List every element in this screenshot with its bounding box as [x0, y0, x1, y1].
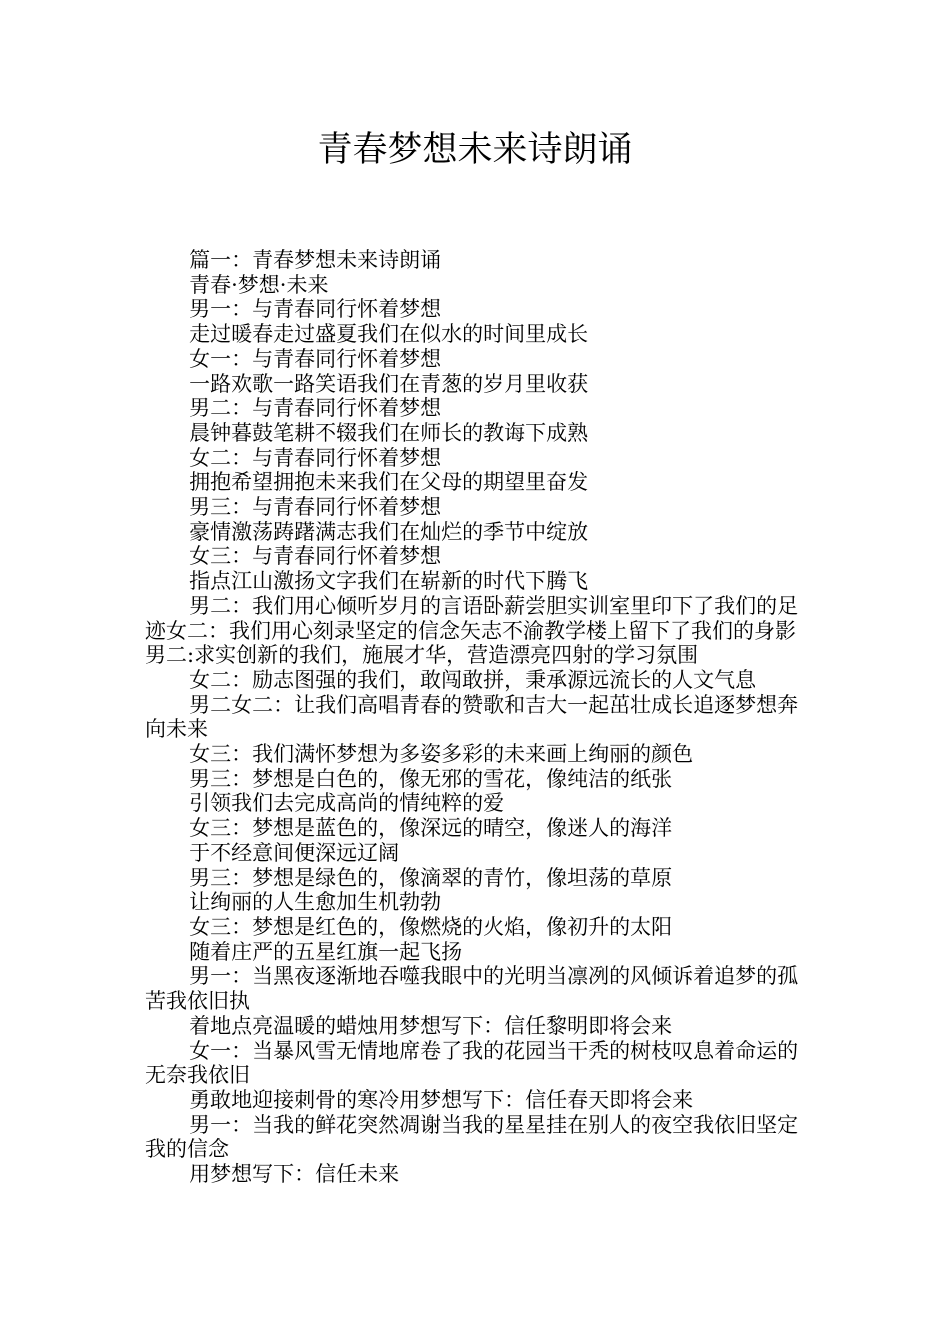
paragraph: 女三：与青春同行怀着梦想	[189, 544, 442, 569]
document-title: 青春梦想未来诗朗诵	[317, 130, 633, 170]
paragraph: 女三：我们满怀梦想为多姿多彩的未来画上绚丽的颜色	[189, 742, 694, 767]
paragraph: 用梦想写下：信任未来	[189, 1162, 400, 1187]
paragraph: 女二：励志图强的我们，敢闯敢拼，秉承源远流长的人文气息	[189, 667, 757, 692]
paragraph: 男一：与青春同行怀着梦想	[189, 297, 442, 322]
paragraph: 女一：当暴风雪无情地席卷了我的花园当干秃的树枝叹息着命运的无奈我依旧	[145, 1038, 799, 1088]
paragraph: 勇敢地迎接刺骨的寒冷用梦想写下：信任春天即将会来	[189, 1087, 694, 1112]
paragraph: 于不经意间便深远辽阔	[189, 840, 400, 865]
paragraph: 男三：梦想是白色的，像无邪的雪花，像纯洁的纸张	[189, 766, 673, 791]
paragraph: 男三：梦想是绿色的，像滴翠的青竹，像坦荡的草原	[189, 865, 673, 890]
document-body	[145, 248, 815, 1187]
paragraph: 男二女二：让我们高唱青春的赞歌和吉大一起茁壮成长追逐梦想奔向未来	[145, 692, 799, 742]
paragraph: 男一：当我的鲜花突然凋谢当我的星星挂在别人的夜空我依旧坚定我的信念	[145, 1112, 799, 1162]
paragraph: 男二：我们用心倾听岁月的言语卧薪尝胆实训室里印下了我们的足迹女二：我们用心刻录坚定的信念矢志不渝教学楼上留下了我们的身影男二:求实创新的我们，施展才华，营造漂亮四射的学习氛围	[145, 593, 799, 668]
paragraph: 指点江山激扬文字我们在崭新的时代下腾飞	[189, 569, 589, 594]
paragraph: 男一：当黑夜逐渐地吞噬我眼中的光明当凛冽的风倾诉着追梦的孤苦我依旧执	[145, 964, 799, 1014]
paragraph: 男三：与青春同行怀着梦想	[189, 495, 442, 520]
paragraph: 男二：与青春同行怀着梦想	[189, 396, 442, 421]
paragraph: 拥抱希望拥抱未来我们在父母的期望里奋发	[189, 470, 589, 495]
paragraph: 女一：与青春同行怀着梦想	[189, 346, 442, 371]
paragraph: 女三：梦想是蓝色的，像深远的晴空，像迷人的海洋	[189, 816, 673, 841]
paragraph: 引领我们去完成高尚的情纯粹的爱	[189, 791, 505, 816]
paragraph: 女三：梦想是红色的，像燃烧的火焰，像初升的太阳	[189, 914, 673, 939]
paragraph: 青春·梦想·未来	[189, 272, 329, 297]
paragraph: 篇一：青春梦想未来诗朗诵	[189, 248, 442, 272]
paragraph: 豪情激荡踌躇满志我们在灿烂的季节中绽放	[189, 519, 589, 544]
paragraph: 一路欢歌一路笑语我们在青葱的岁月里收获	[189, 371, 589, 396]
paragraph: 晨钟暮鼓笔耕不辍我们在师长的教诲下成熟	[189, 420, 589, 445]
paragraph: 随着庄严的五星红旗一起飞扬	[189, 939, 463, 964]
paragraph: 走过暖春走过盛夏我们在似水的时间里成长	[189, 322, 589, 347]
paragraph: 让绚丽的人生愈加生机勃勃	[189, 890, 442, 915]
paragraph: 女二：与青春同行怀着梦想	[189, 445, 442, 470]
paragraph: 着地点亮温暖的蜡烛用梦想写下：信任黎明即将会来	[189, 1013, 673, 1038]
